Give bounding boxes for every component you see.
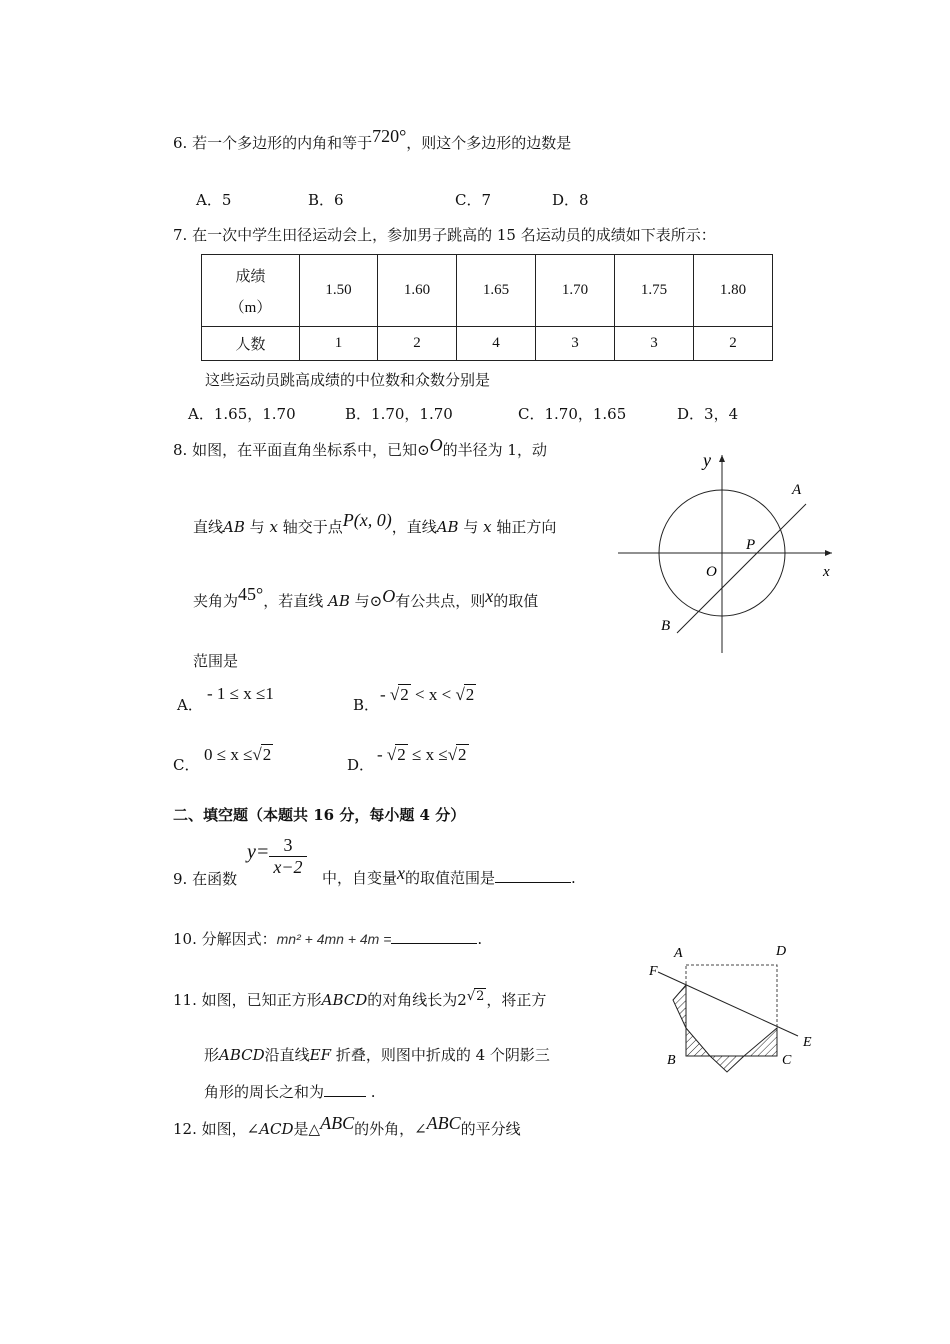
label-c: C (782, 1053, 792, 1068)
shaded-triangle-bottom (710, 1056, 744, 1072)
q10-answer-blank[interactable] (391, 929, 477, 944)
label-a: A (792, 482, 802, 498)
q8-option-b-label: B． (353, 696, 380, 714)
q11-line1: 11. 如图，已知正方形ABCD的对角线长为2√2 ，将正方 (173, 989, 547, 1009)
q7-option-c: C．1.70，1.65 (518, 405, 627, 423)
label-b: B (661, 618, 671, 634)
q8-option-b: - √2 < x < √2 (380, 685, 475, 704)
label-o: O (706, 564, 717, 580)
q7-count-cell: 4 (457, 327, 536, 361)
q8-line2: 直线AB 与 x 轴交于点P(x, 0)，直线AB 与 x 轴正方向 (193, 510, 557, 536)
q7-count-cell: 3 (615, 327, 694, 361)
line-ab (677, 504, 806, 633)
q12-line: 12. 如图，∠ACD是△ABC的外角，∠ABC的平分线 (173, 1113, 521, 1138)
shaded-triangle-left (673, 985, 686, 1028)
q8-option-a: - 1 ≤ x ≤1 (207, 684, 274, 703)
q8-option-c: 0 ≤ x ≤√2 (204, 745, 272, 764)
q9-line: 9. 在函数 (173, 870, 238, 888)
q10-line: 10. 分解因式：mn² + 4mn + 4m = . (173, 930, 483, 948)
q11-answer-blank[interactable] (324, 1082, 366, 1097)
q7-count-cell: 1 (300, 327, 378, 361)
q7-option-a: A．1.65，1.70 (188, 405, 296, 423)
q6-stem: 6. 若一个多边形的内角和等于720°，则这个多边形的边数是 (173, 126, 572, 152)
q8-line4: 范围是 (193, 652, 239, 670)
q7-row2-label: 人数 (202, 327, 300, 361)
q8-option-d: - √2 ≤ x ≤√2 (377, 745, 467, 764)
q9-answer-blank[interactable] (495, 868, 571, 883)
q8-option-d-label: D． (347, 756, 375, 774)
q6-angle: 720° (372, 126, 407, 146)
q6-option-d: D．8 (552, 191, 589, 209)
shaded-triangle-bottom-left (686, 1028, 710, 1056)
q7-score-cell: 1.80 (694, 255, 773, 327)
q11-line3: 角形的周长之和为 . (204, 1083, 376, 1101)
label-f: F (649, 964, 658, 979)
q8-option-a-label: A． (177, 696, 203, 714)
q7-option-b: B．1.70，1.70 (345, 405, 453, 423)
q7-count-cell: 2 (694, 327, 773, 361)
q7-score-cell: 1.65 (457, 255, 536, 327)
shaded-triangle-right (744, 1028, 777, 1056)
q6-option-a: A．5 (196, 191, 232, 209)
q7-count-cell: 2 (378, 327, 457, 361)
q7-score-cell: 1.75 (615, 255, 694, 327)
q9-function: y= $\frac{3}{x-2}$ (247, 835, 307, 878)
q8-option-c-label: C． (173, 756, 200, 774)
q11-line2: 形ABCD沿直线EF 折叠，则图中折成的 4 个阴影三 (204, 1046, 550, 1064)
q7-score-cell: 1.60 (378, 255, 457, 327)
q7-option-d: D．3，4 (677, 405, 739, 423)
label-a: A (674, 946, 683, 961)
q8-line1: 8. 如图，在平面直角坐标系中，已知⊙O的半径为 1，动 (173, 435, 547, 459)
q8-line3: 夹角为45°，若直线 AB 与⊙O有公共点，则x的取值 (193, 584, 539, 610)
q7-score-table (201, 254, 773, 361)
label-d: D (776, 944, 787, 959)
label-b: B (667, 1053, 676, 1068)
q8-figure (610, 445, 850, 660)
label-p: P (746, 537, 756, 553)
label-x: x (823, 564, 830, 580)
q7-stem: 7. 在一次中学生田径运动会上，参加男子跳高的 15 名运动员的成绩如下表所示： (173, 226, 716, 244)
q7-score-cell: 1.70 (536, 255, 615, 327)
q7-count-cell: 3 (536, 327, 615, 361)
label-y: y (703, 450, 711, 470)
q9-rest: 中，自变量x的取值范围是 . (322, 863, 576, 887)
q7-score-cell: 1.50 (300, 255, 378, 327)
q7-after: 这些运动员跳高成绩的中位数和众数分别是 (205, 371, 491, 389)
q6-option-b: B．6 (308, 191, 344, 209)
q7-row1-label: 成绩 （m） (202, 255, 300, 327)
label-e: E (803, 1035, 812, 1050)
section2-heading: 二、填空题（本题共 16 分，每小题 4 分） (173, 806, 466, 824)
q6-option-c: C．7 (455, 191, 492, 209)
q11-figure (640, 940, 820, 1075)
